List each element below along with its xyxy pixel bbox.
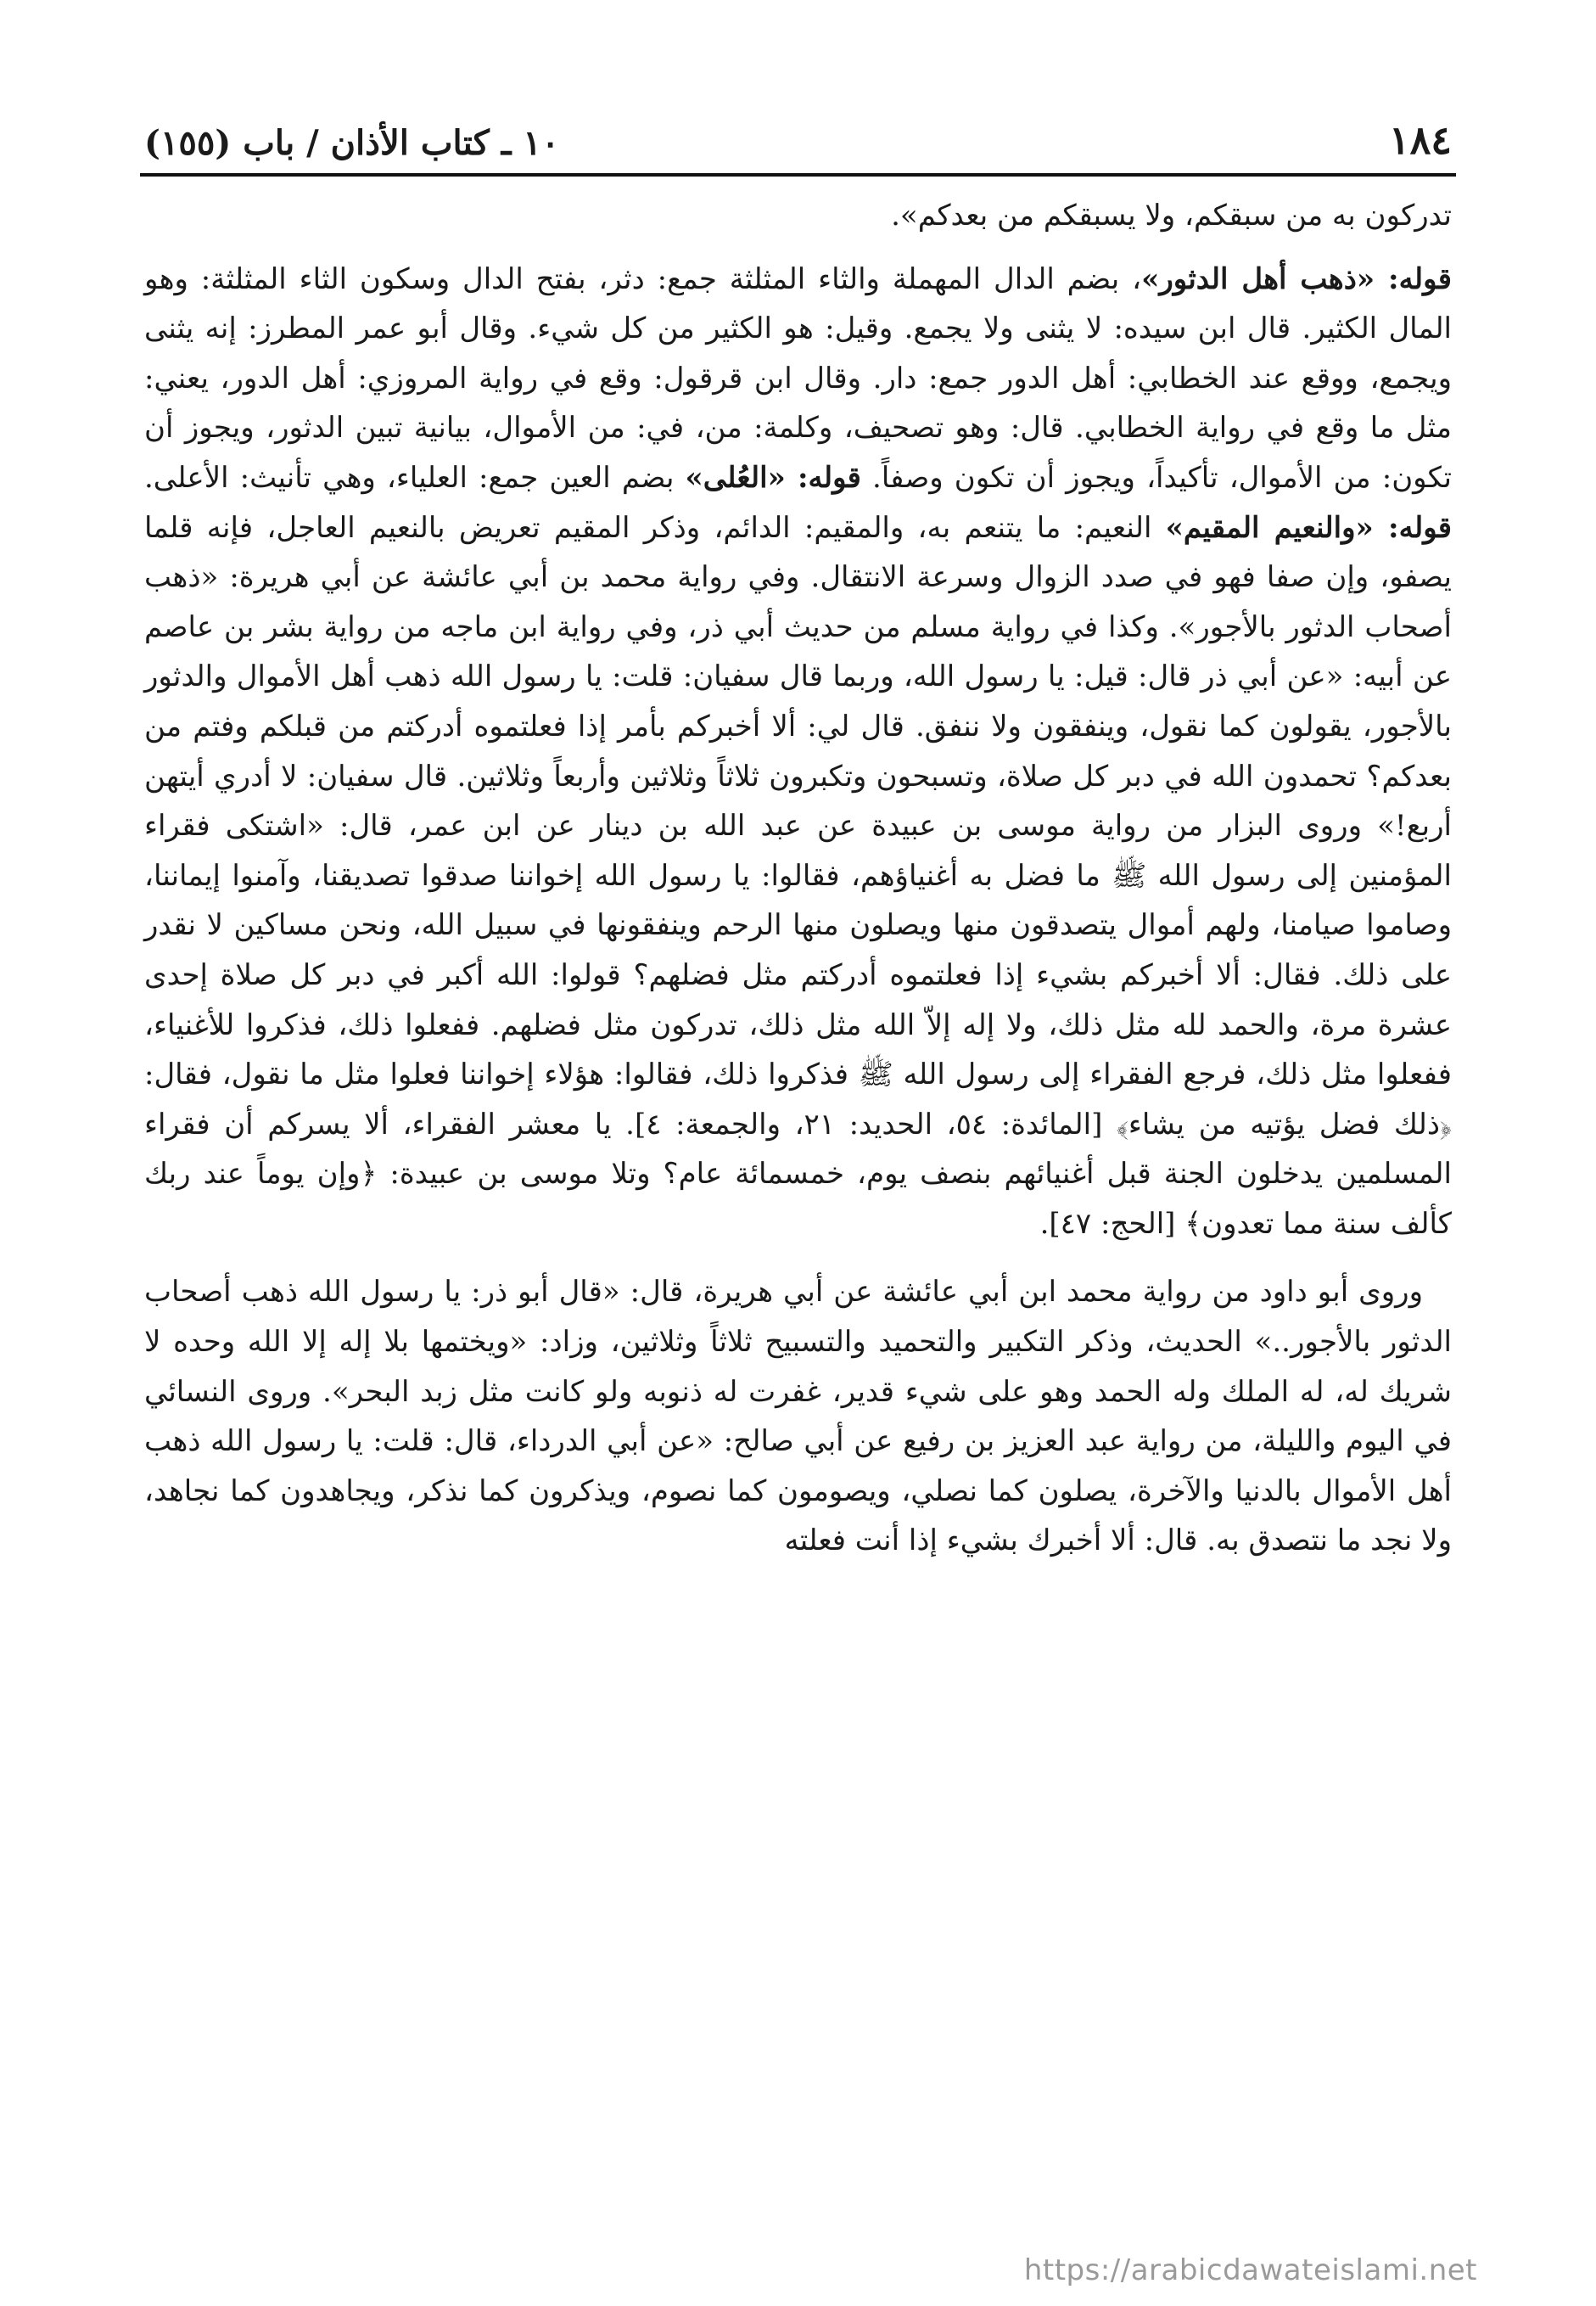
text-run: بضم العين جمع: العلياء، وهي تأنيث: الأعلى. bbox=[144, 460, 686, 495]
text-run: النعيم: ما يتنعم به، والمقيم: الدائم، وذكر المقيم تعريض بالنعيم العاجل، فإنه قلما يصفو، وإن صفا فهو في صدد الزوال وسرعة الانتقال. وفي رواية محمد بن أبي عائشة عن أبي هريرة: «ذهب أصحاب الدثور بالأجور». وكذا في رواية مسلم من حديث أبي ذر، وفي رواية ابن ماجه من رواية بشر بن عاصم عن أبيه: «عن أبي ذر قال: قيل: يا رسول الله، وربما قال سفيان: قلت: يا رسول الله ذهب أهل الأموال والدثور بالأجور، يقولون كما نقول، وينفقون ولا ننفق. قال لي: ألا أخبركم بأمر إذا فعلتموه أدركتم من قبلكم وفتم من بعدكم؟ تحمدون الله في دبر كل صلاة، وتسبحون وتكبرون ثلاثاً وثلاثين وأربعاً وثلاثين. قال سفيان: لا أدري أيتهن أربع!» وروى البزار من رواية موسى بن عبيدة عن عبد الله بن دينار عن ابن عمر، قال: «اشتكى فقراء المؤمنين إلى رسول الله ﷺ ما فضل به أغنياؤهم، فقالوا: يا رسول الله إخواننا صدقوا تصديقنا، وآمنوا إيماننا، وصاموا صيامنا، ولهم أموال يتصدقون منها ويصلون منها الرحم وينفقونها في سبيل الله، ونحن مساكين لا نقدر على ذلك. فقال: ألا أخبركم بشيء إذا فعلتموه أدركتم مثل فضلهم؟ قولوا: الله أكبر في دبر كل صلاة إحدى عشرة مرة، والحمد لله مثل ذلك، ولا إله إلاّ الله مثل ذلك، تدركون مثل فضلهم. ففعلوا ذلك، فذكروا للأغنياء، ففعلوا مثل ذلك، فرجع الفقراء إلى رسول الله ﷺ فذكروا ذلك، فقالوا: هؤلاء إخواننا فعلوا مثل ما نقول، فقال: ﴿ذلك فضل يؤتيه من يشاء﴾ [المائدة: ٥٤، الحديد: ٢١، والجمعة: ٤]. يا معشر الفقراء، ألا يسركم أن فقراء المسلمين يدخلون الجنة قبل أغنيائهم بنصف يوم، خمسمائة عام؟ وتلا موسى بن عبيدة: ﴿وإن يوماً عند ربك كألف سنة مما تعدون﴾ [الحج: ٤٧]. bbox=[144, 510, 1452, 1241]
bold-lemma: قوله: «العُلى» bbox=[685, 460, 861, 495]
body-text bbox=[144, 191, 1452, 1566]
paragraph bbox=[144, 1267, 1452, 1566]
page-header bbox=[144, 95, 1452, 163]
page-number: ١٨٤ bbox=[1388, 117, 1452, 163]
text-run: تدركون به من سبقكم، ولا يسبقكم من بعدكم». bbox=[891, 199, 1452, 233]
text-run: ، بضم الدال المهملة والثاء المثلثة جمع: دثر، بفتح الدال وسكون الثاء المثلثة: وهو المال الكثير. قال ابن سيده: لا يثنى ولا يجمع. وقيل: هو الكثير من كل شيء. وقال أبو عمر المطرز: إنه يثنى ويجمع، ووقع عند الخطابي: أهل الدور جمع: دار. وقال ابن قرقول: وقع في رواية المروزي: أهل الدور، يعني: مثل ما وقع في رواية الخطابي. قال: وهو تصحيف، وكلمة: من، في: من الأموال، بيانية تبين الدثور، ويجوز أن تكون: من الأموال، تأكيداً، ويجوز أن تكون وصفاً. bbox=[144, 261, 1452, 495]
chapter-title: ١٠ ـ كتاب الأذان / باب (١٥٥) bbox=[144, 123, 560, 163]
text-run: وروى أبو داود من رواية محمد ابن أبي عائشة عن أبي هريرة، قال: «قال أبو ذر: يا رسول الله ذهب أصحاب الدثور بالأجور..» الحديث، وذكر التكبير والتحميد والتسبيح ثلاثاً وثلاثين، وزاد: «ويختمها بلا إله إلا الله وحده لا شريك له، له الملك وله الحمد وهو على شيء قدير، غفرت له ذنوبه ولو كانت مثل زبد البحر». وروى النسائي في اليوم والليلة، من رواية عبد العزيز بن رفيع عن أبي صالح: «عن أبي الدرداء، قال: قلت: يا رسول الله ذهب أهل الأموال بالدنيا والآخرة، يصلون كما نصلي، ويصومون كما نصوم، ويذكرون كما نذكر، ويجاهدون كما نجاهد، ولا نجد ما نتصدق به. قال: ألا أخبرك بشيء إذا أنت فعلته bbox=[144, 1275, 1452, 1558]
header-divider bbox=[140, 173, 1456, 177]
paragraph bbox=[144, 255, 1452, 1249]
paragraph bbox=[144, 191, 1452, 241]
bold-lemma: قوله: «ذهب أهل الدثور» bbox=[1141, 261, 1452, 296]
bold-lemma: قوله: «والنعيم المقيم» bbox=[1165, 510, 1453, 545]
watermark-url: https://arabicdawateislami.net bbox=[1023, 2253, 1477, 2287]
